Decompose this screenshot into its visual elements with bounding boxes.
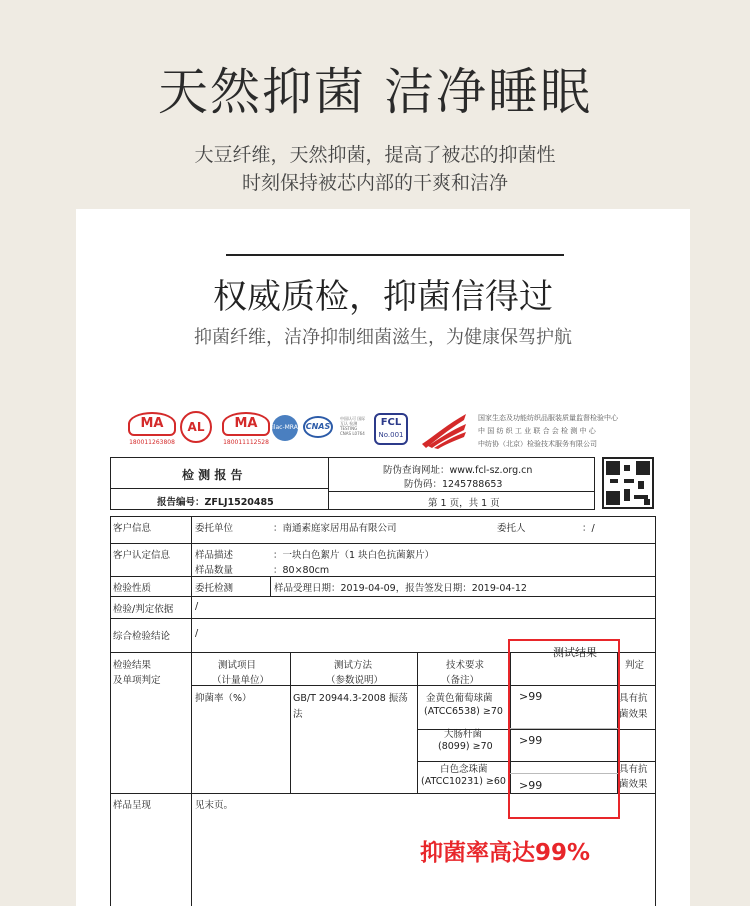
hero-subtitle-line2: 时刻保持被芯内部的干爽和洁净 [241,172,508,194]
test-item: 抑菌率（%） [195,693,252,704]
cnas-text: 中国认可 国际互认 检测 TESTING CNAS L0764 [340,416,366,436]
query-url-value: www.fcl-sz.org.cn [449,465,533,476]
col-method-1: 测试方法 [334,660,373,671]
judge-3-line1: 具有抗 [619,764,648,775]
sample-qty-label: 样品数量 [195,565,234,576]
result-label-2: 及单项判定 [113,675,161,686]
sample-desc-label: 样品描述 [195,550,234,561]
col-item-2: （计量单位） [212,675,270,686]
req-3-line1: 白色念珠菌 [440,764,488,775]
swoosh-logo-icon [418,410,470,450]
basis-label: 检验/判定依据 [113,604,174,615]
ma-logo-2-number: 180011112528 [223,439,269,446]
antibacterial-rate-callout: 抑菌率高达99% [420,840,591,866]
ma-logo-number: 180011263808 [129,439,175,446]
card-divider [226,254,564,256]
client-confirm-label: 客户认定信息 [113,550,171,561]
entrust-person-label: 委托人 [497,523,526,534]
result-label-1: 检验结果 [113,660,152,671]
nature-label: 检验性质 [113,583,152,594]
req-2-line2: (8099) ≥70 [438,741,493,752]
req-1-line1: 金黄色葡萄球菌 [426,693,493,704]
page-info: 第 1 页，共 1 页 [428,498,500,509]
req-2-line1: 大肠杆菌 [444,729,483,740]
result-3: >99 [519,779,543,792]
sample-show-value: 见末页。 [195,800,234,811]
sample-show-label: 样品呈现 [113,800,152,811]
sample-desc-value: ：一块白色絮片（1 块白色抗菌絮片） [273,550,435,561]
judge-3-line2: 菌效果 [619,779,648,790]
cnas-logo: CNAS [303,416,333,438]
highlight-divider-1 [510,728,618,729]
client-info-label: 客户信息 [113,523,152,534]
result-highlight-box [508,639,620,819]
col-judge: 判定 [625,660,645,671]
report-code-value: ZFLJ1520485 [204,497,274,508]
col-req-1: 技术要求 [446,660,485,671]
lab-name-3: 中纺协（北京）检验技术服务有限公司 [478,440,597,448]
fcl-logo [374,413,408,445]
test-method-1: GB/T 20944.3-2008 振荡 [293,693,408,704]
lab-name-1: 国家生态及功能纺织品服装质量监督检验中心 [478,414,618,422]
entrust-unit-label: 委托单位 [195,523,234,534]
anti-fake-value: 1245788653 [442,479,503,490]
highlight-divider-2 [510,773,618,774]
judge-1-line2: 菌效果 [619,709,648,720]
conclusion-value: / [195,628,199,639]
query-url-label: 防伪查询网址： [383,465,450,476]
anti-fake-label: 防伪码： [404,479,443,490]
fcl-logo-text: FCL [380,417,402,428]
report-code-label: 报告编号： [157,497,205,508]
col-req-2: （备注） [441,675,480,686]
conclusion-label: 综合检验结论 [113,631,171,642]
judge-1-line1: 具有抗 [619,693,648,704]
req-3-line2: (ATCC10231) ≥60 [421,776,506,787]
test-method-2: 法 [293,709,303,720]
report-code [157,494,274,508]
card-title: 权威质检，抑菌信得过 [213,277,553,317]
report-title: 检 测 报 告 [182,468,243,482]
hero-subtitle-line1: 大豆纤维，天然抑菌，提高了被芯的抑菌性 [194,144,556,166]
cal-logo: AL [180,411,212,443]
query-url [383,462,532,476]
entrust-person-value: ：/ [582,523,595,534]
col-item-1: 测试项目 [218,660,257,671]
result-1: >99 [519,690,543,703]
ma-logo: MA [128,412,176,436]
ma-logo-2: MA [222,412,270,436]
ilac-logo: ilac-MRA [272,415,298,441]
req-1-line2: (ATCC6538) ≥70 [424,706,503,717]
qr-code [602,457,654,509]
anti-fake-code [404,476,502,490]
hero-title: 天然抑菌 洁净睡眠 [158,63,592,121]
report-dates: 样品受理日期：2019-04-09，报告签发日期：2019-04-12 [274,583,527,594]
entrust-unit-value: ：南通素庭家居用品有限公司 [273,523,397,534]
lab-names [478,412,618,451]
nature-value: 委托检测 [195,583,234,594]
lab-name-2: 中 国 纺 织 工 业 联 合 会 检 测 中 心 [478,427,596,435]
result-2: >99 [519,734,543,747]
col-method-2: （参数说明） [326,675,384,686]
col-result: 测试结果 [553,646,597,659]
card-subtitle: 抑菌纤维，洁净抑制细菌滋生，为健康保驾护航 [194,327,572,348]
sample-qty-value: ：80×80cm [273,565,330,576]
basis-value: / [195,601,199,612]
fcl-logo-number: No.001 [378,431,404,439]
